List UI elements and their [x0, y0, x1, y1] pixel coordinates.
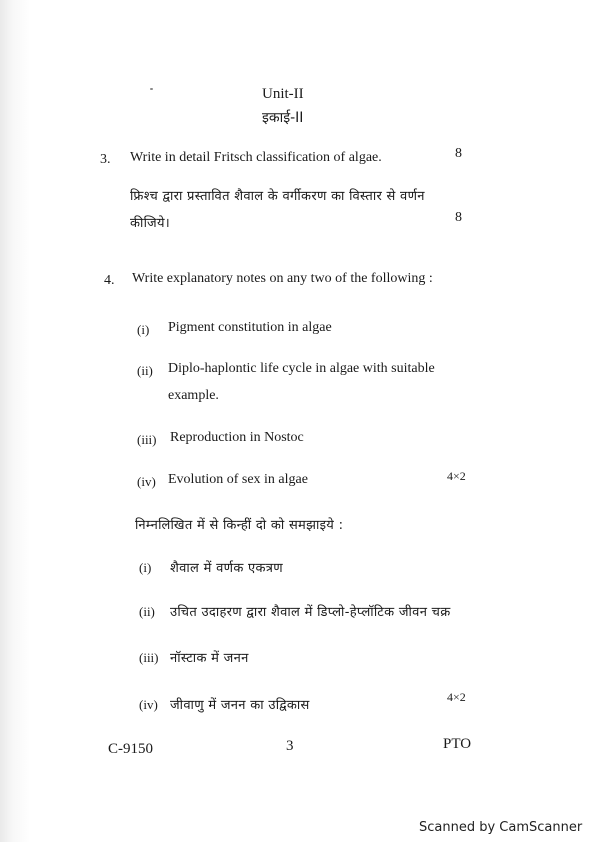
q4-option-en-1-roman: (i) — [137, 322, 150, 337]
question-4-text-en: Write explanatory notes on any two of the following : — [132, 271, 433, 286]
q4-option-en-4-roman: (iv) — [137, 474, 156, 489]
question-3-text-hi-line2: कीजिये। — [130, 216, 171, 231]
pto-label: PTO — [443, 736, 472, 752]
scanner-watermark: Scanned by CamScanner — [419, 820, 583, 835]
question-3-marks-hi: 8 — [455, 210, 462, 225]
question-3-marks-en: 8 — [455, 146, 462, 161]
question-4-text-hi: निम्नलिखित में से किन्हीं दो को समझाइये : — [135, 518, 344, 533]
unit-heading-hi: इकाई-II — [262, 110, 304, 126]
q4-option-en-4-text: Evolution of sex in algae — [168, 472, 308, 487]
question-4-number: 4. — [104, 273, 115, 288]
paper-code: C-9150 — [108, 741, 153, 757]
q4-option-hi-2-text: उचित उदाहरण द्वारा शैवाल में डिप्लो-हेप्लॉटिक जीवन चक्र — [170, 605, 451, 620]
q4-marks-en: 4×2 — [447, 469, 466, 483]
q4-option-hi-2-roman: (ii) — [139, 604, 155, 619]
q4-option-en-3-roman: (iii) — [137, 432, 157, 447]
question-3-text-en: Write in detail Fritsch classification of algae. — [130, 150, 382, 165]
question-3-text-hi-line1: फ्रिश्च द्वारा प्रस्तावित शैवाल के वर्गीकरण का विस्तार से वर्णन — [130, 189, 425, 204]
q4-option-en-2-text-cont: example. — [168, 388, 219, 403]
scan-speck — [150, 88, 153, 90]
q4-option-en-3-text: Reproduction in Nostoc — [170, 430, 304, 445]
q4-option-en-2-roman: (ii) — [137, 363, 153, 378]
q4-option-hi-4-text: जीवाणु में जनन का उद्विकास — [170, 698, 310, 713]
q4-option-hi-4-roman: (iv) — [139, 697, 158, 712]
q4-option-hi-3-text: नॉस्टाक में जनन — [170, 651, 249, 666]
q4-option-hi-1-roman: (i) — [139, 560, 152, 575]
question-3-number: 3. — [100, 152, 111, 167]
q4-option-hi-3-roman: (iii) — [139, 650, 159, 665]
q4-marks-hi: 4×2 — [447, 690, 466, 704]
page-number: 3 — [286, 738, 294, 754]
unit-heading-en: Unit-II — [262, 86, 304, 102]
q4-option-en-1-text: Pigment constitution in algae — [168, 320, 332, 335]
q4-option-en-2-text: Diplo-haplontic life cycle in algae with suitable — [168, 361, 435, 376]
q4-option-hi-1-text: शैवाल में वर्णक एकत्रण — [170, 561, 283, 576]
